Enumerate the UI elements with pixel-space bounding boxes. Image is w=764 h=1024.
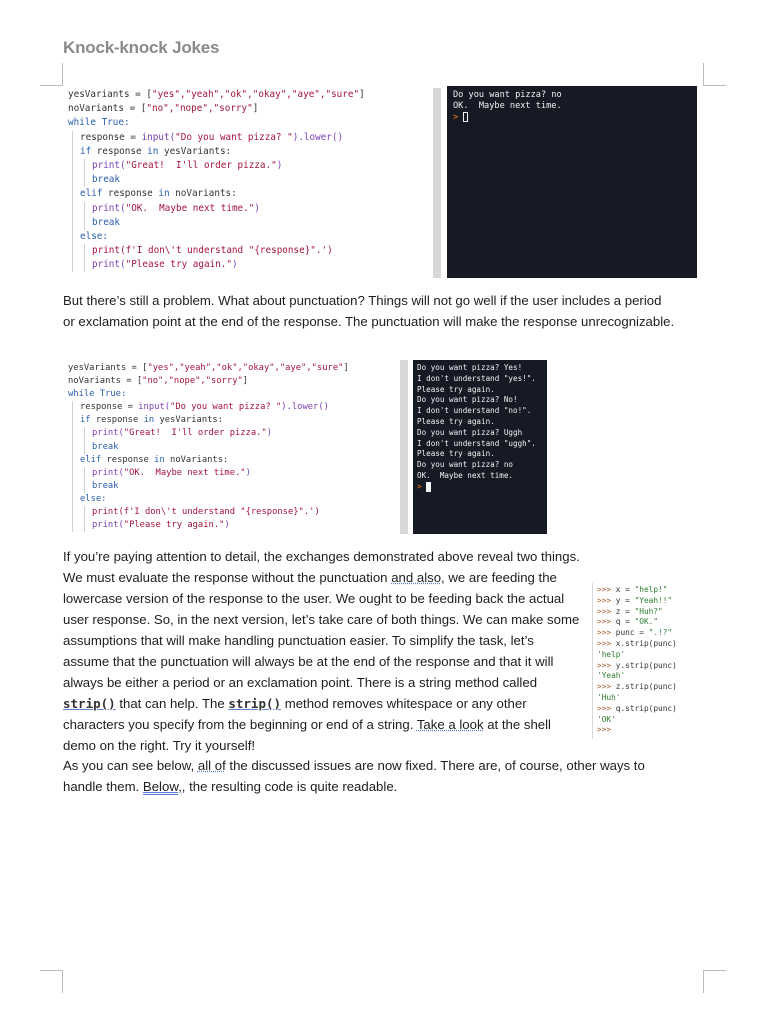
paragraph-text: at the shell demo on the right. Try it yourself! [63,717,551,753]
code-token: yesVariants = [ [68,363,148,373]
code-token: break [92,480,119,491]
code-line [68,258,434,272]
shell-token: >>> [597,628,616,638]
shell-token: >>> [597,660,616,670]
code-token: in [158,188,176,200]
shell-token: x = [615,585,635,594]
shell-line [597,585,698,596]
code-token: yesVariants: [159,415,224,426]
code-image-1 [64,88,434,278]
shell-token: y = [615,595,635,605]
code-line [68,467,404,480]
code-token: ) [224,520,230,531]
code-token: "Great! I'll order pizza." [125,159,277,171]
code-line [68,375,404,388]
code-token: ) [266,428,273,439]
code-image-2 [64,362,404,534]
code-line [68,388,404,401]
grammar-underline-below: Below, [142,779,182,794]
prompt-icon: > [417,481,427,491]
code-token: print( [92,428,124,439]
shell-token: x.strip(punc) [615,638,677,648]
code-token: "Please try again." [125,259,232,271]
code-token: "OK. Maybe next time." [125,202,255,214]
shell-token: "Yeah!!" [634,595,673,605]
shell-line [597,596,698,607]
code-line [68,401,404,414]
code-token: ) [254,202,260,214]
code-token: response [96,145,148,157]
grammar-underline-all-of: all of [197,758,226,773]
code-line [68,173,434,187]
terminal-line: Do you want pizza? No! [417,395,518,405]
code-token: elif [80,188,108,200]
shell-token: 'help' [597,649,626,659]
code-token: "Do you want pizza? " [175,131,293,143]
code-line [68,493,404,506]
code-line [68,244,434,258]
terminal-line: OK. Maybe next time. [453,101,562,111]
shell-line [597,704,698,715]
code-image-2-gutter [400,360,408,534]
inline-code-strip: strip() [63,696,116,711]
shell-token: >>> [597,682,616,692]
code-token: ] [252,103,259,115]
cursor-icon [463,112,468,122]
code-token: while True: [68,117,130,129]
shell-token: >>> [597,595,616,605]
shell-line [597,682,698,693]
terminal-line: I don't understand "uggh". [417,438,536,448]
code-token: ] [343,363,349,373]
shell-line [597,671,698,682]
prompt-icon: > [453,112,464,123]
terminal-line: I don't understand "no!". [417,406,532,416]
code-token: response = [80,131,142,143]
code-token: while True: [68,389,127,400]
code-token: ).lower() [281,402,329,413]
paragraph-text: , the resulting code is quite readable. [181,779,398,794]
paragraph-text: method removes whitespace or any other characters you specify from the beginning or end of a string. [63,696,527,732]
code-line [68,145,434,159]
shell-token: q.strip(punc) [615,703,677,713]
shell-token: >>> [597,617,616,627]
code-token: "no","nope","sorry" [142,376,243,387]
code-line [68,187,434,201]
code-token: noVariants: [175,188,237,200]
shell-token: "help!" [634,585,668,594]
code-token: print( [92,202,126,214]
code-token: print( [92,159,126,171]
shell-line [597,617,698,628]
shell-demo [592,583,698,739]
code-token: in [147,145,164,157]
shell-line [597,628,698,639]
shell-token: >>> [597,703,616,713]
code-token: response = [80,402,139,413]
code-token: in [143,415,160,426]
shell-token: z.strip(punc) [615,682,677,692]
shell-line [597,661,698,672]
shell-token: >>> [597,606,616,616]
paragraph-strip-explanation [63,546,583,756]
shell-token: >>> [597,638,616,648]
shell-token: punc = [615,628,649,638]
code-token: ) [276,159,283,171]
shell-token: y.strip(punc) [615,660,677,670]
crop-mark-bottom-left [40,970,63,993]
terminal-image-1 [447,86,697,278]
code-line [68,362,404,375]
code-token: input( [141,131,176,143]
code-token: if [80,415,96,426]
code-line [68,506,404,519]
code-line [68,454,404,467]
shell-token: 'Yeah' [597,671,626,681]
shell-line [597,607,698,618]
terminal-line: Please try again. [417,384,495,394]
code-line [68,480,404,493]
code-token: noVariants = [ [68,376,143,387]
code-line [68,216,434,230]
shell-line [597,650,698,661]
code-token: noVariants: [170,454,229,465]
terminal-line: Do you want pizza? Uggh [417,427,523,437]
code-token: "Great! I'll order pizza." [123,428,267,439]
code-token: break [92,174,120,186]
terminal-line: I don't understand "yes!". [417,373,536,383]
code-token: yesVariants = [ [68,89,152,100]
code-token: break [92,441,119,452]
paragraph-punctuation-problem: But there’s still a problem. What about punctuation? Things will not go well if the user includes a period or exclamation point at the end of the response. The punctuation will make the response unrecognizable. [63,293,675,329]
terminal-image-2 [413,360,547,534]
page-title: Knock-knock Jokes [63,38,220,57]
code-token: print( [92,520,124,531]
shell-token: ".!?" [648,628,673,638]
terminal-line: Please try again. [417,416,495,426]
grammar-underline-and-also: and also [391,570,442,585]
code-token: ) [231,259,238,271]
crop-mark-bottom-right [703,970,726,993]
code-image-1-gutter [433,88,441,278]
grammar-underline-take-a-look: Take a look [416,717,484,732]
code-token: print(f'I don\'t understand "{response}".') [92,245,333,257]
paragraph-text: that can help. The [115,696,229,711]
code-token: print( [92,259,126,271]
shell-token: >>> [597,725,612,735]
code-token: response [95,415,144,426]
code-token: print(f'I don\'t understand "{response}".') [92,507,320,518]
shell-token: q = [615,617,635,627]
shell-line [597,715,698,726]
code-token: ) [245,467,251,478]
shell-token: z = [615,606,635,616]
paragraph-text: If you’re paying attention to detail, the exchanges demonstrated above reveal two things. We must evaluate the response without the punctuation [63,549,580,585]
code-token: input( [138,402,171,413]
code-line [68,159,434,173]
code-token: print( [92,467,124,478]
shell-token: "OK." [634,617,659,627]
code-line [68,519,404,532]
crop-mark-top-right [703,63,726,86]
terminal-line: Please try again. [417,449,495,459]
code-line [68,230,434,244]
code-line [68,102,434,116]
code-token: noVariants = [ [68,103,147,115]
code-token: elif [80,454,107,465]
code-token: if [80,145,97,157]
inline-code-strip: strip() [228,696,282,711]
code-token: in [154,454,171,465]
shell-line [597,725,698,736]
code-token: ] [359,89,365,100]
shell-token: 'OK' [597,714,616,724]
code-line [68,116,434,130]
code-line [68,427,404,440]
code-token: "yes","yeah","ok","okay","aye","sure" [151,89,360,100]
code-line [68,202,434,216]
code-line [68,131,434,145]
code-token: ).lower() [292,131,344,143]
code-token: else: [80,493,107,504]
code-token: "Do you want pizza? " [170,402,282,413]
code-token: "OK. Maybe next time." [123,467,246,478]
code-line [68,88,434,102]
paragraph-issues-fixed [63,755,675,797]
crop-mark-top-left [40,63,63,86]
shell-token: "Huh?" [634,606,663,616]
shell-line [597,639,698,650]
code-token: "Please try again." [123,520,225,531]
code-token: ] [242,376,249,387]
code-token: response [106,454,155,465]
terminal-line: Do you want pizza? no [453,90,562,100]
code-token: break [92,216,120,228]
shell-token: 'Huh' [597,692,621,702]
paragraph-text: , we are feeding the lowercase version of the response to the user. We ought to be feeding back the actual user response. So, in the next version, let’s take care of both things. We can make some assumptions that will make handling punctuation easier. To simplify the task, let’s assume that the punctuation will always be at the end of the response and that it will always be either a period or an exclamation point. There is a string method called [63,570,580,690]
shell-token: >>> [597,585,616,594]
terminal-line: Do you want pizza? no [417,460,514,470]
code-token: response [108,188,159,200]
terminal-prompt-line [453,112,691,124]
paragraph-text: the discussed issues are now fixed. There are, of course, other ways to handle them. [63,758,645,794]
shell-line [597,693,698,704]
paragraph-text: As you can see below, [63,758,198,773]
code-token: else: [80,230,108,242]
cursor-icon [426,482,431,492]
code-token: "no","nope","sorry" [146,103,253,115]
code-line [68,414,404,427]
terminal-line: Do you want pizza? Yes! [417,363,523,372]
terminal-prompt-line [417,482,543,493]
code-line [68,441,404,454]
code-token: yesVariants: [163,145,232,157]
code-token: "yes","yeah","ok","okay","aye","sure" [147,363,344,373]
terminal-line: OK. Maybe next time. [417,470,514,480]
